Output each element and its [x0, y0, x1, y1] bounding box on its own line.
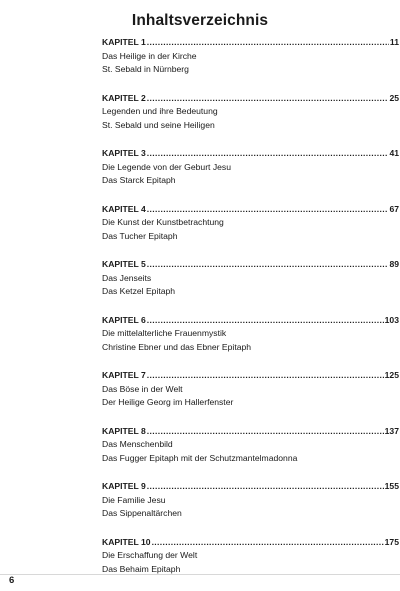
- chapter-label: KAPITEL 6: [102, 314, 146, 328]
- toc-entry: [102, 203, 399, 259]
- toc-entry: [102, 314, 399, 370]
- chapter-label: KAPITEL 8: [102, 425, 146, 439]
- chapter-label: KAPITEL 3: [102, 147, 146, 161]
- toc-entry: [102, 480, 399, 536]
- dot-leader: [147, 314, 384, 328]
- toc-entry-heading: [102, 92, 399, 106]
- chapter-topic: Legenden und ihre Bedeutung: [102, 105, 399, 119]
- chapter-topic: Die Kunst der Kunstbetrachtung: [102, 216, 399, 230]
- dot-leader: [147, 258, 389, 272]
- page-title: Inhaltsverzeichnis: [0, 12, 400, 30]
- chapter-topic: Das Heilige in der Kirche: [102, 50, 399, 64]
- toc-entry-heading: [102, 425, 399, 439]
- toc-entry: [102, 258, 399, 314]
- toc-entry: [102, 36, 399, 92]
- chapter-label: KAPITEL 1: [102, 36, 146, 50]
- chapter-subject: Das Sippenaltärchen: [102, 507, 399, 521]
- chapter-page-number: 137: [385, 425, 399, 439]
- dot-leader: [147, 369, 384, 383]
- chapter-label: KAPITEL 9: [102, 480, 146, 494]
- chapter-page-number: 89: [389, 258, 399, 272]
- chapter-subject: St. Sebald in Nürnberg: [102, 63, 399, 77]
- toc-entry: [102, 425, 399, 481]
- toc-entry-heading: [102, 369, 399, 383]
- chapter-page-number: 25: [389, 92, 399, 106]
- toc-entry-heading: [102, 36, 399, 50]
- chapter-topic: Das Böse in der Welt: [102, 383, 399, 397]
- toc-entry: [102, 147, 399, 203]
- chapter-page-number: 125: [385, 369, 399, 383]
- chapter-label: KAPITEL 10: [102, 536, 151, 550]
- chapter-subject: Das Ketzel Epitaph: [102, 285, 399, 299]
- chapter-label: KAPITEL 7: [102, 369, 146, 383]
- dot-leader: [147, 425, 384, 439]
- chapter-page-number: 67: [389, 203, 399, 217]
- dot-leader: [147, 203, 389, 217]
- chapter-topic: Die Erschaffung der Welt: [102, 549, 399, 563]
- chapter-page-number: 175: [385, 536, 399, 550]
- toc-entry: [102, 369, 399, 425]
- chapter-page-number: 11: [390, 36, 399, 50]
- table-of-contents: [102, 36, 399, 591]
- chapter-subject: St. Sebald und seine Heiligen: [102, 119, 399, 133]
- chapter-subject: Das Starck Epitaph: [102, 174, 399, 188]
- dot-leader: [147, 480, 384, 494]
- chapter-topic: Die mittelalterliche Frauenmystik: [102, 327, 399, 341]
- toc-entry-heading: [102, 314, 399, 328]
- chapter-label: KAPITEL 4: [102, 203, 146, 217]
- footer-divider: [0, 574, 400, 575]
- chapter-page-number: 41: [389, 147, 399, 161]
- dot-leader: [152, 536, 384, 550]
- chapter-label: KAPITEL 2: [102, 92, 146, 106]
- dot-leader: [147, 92, 389, 106]
- toc-entry: [102, 536, 399, 591]
- toc-entry-heading: [102, 480, 399, 494]
- chapter-topic: Die Familie Jesu: [102, 494, 399, 508]
- toc-entry-heading: [102, 147, 399, 161]
- chapter-topic: Die Legende von der Geburt Jesu: [102, 161, 399, 175]
- chapter-topic: Das Menschenbild: [102, 438, 399, 452]
- chapter-subject: Christine Ebner und das Ebner Epitaph: [102, 341, 399, 355]
- chapter-subject: Das Behaim Epitaph: [102, 563, 399, 577]
- page-number: 6: [9, 575, 14, 586]
- toc-entry-heading: [102, 258, 399, 272]
- chapter-page-number: 103: [385, 314, 399, 328]
- chapter-page-number: 155: [385, 480, 399, 494]
- chapter-subject: Das Tucher Epitaph: [102, 230, 399, 244]
- toc-entry-heading: [102, 203, 399, 217]
- chapter-topic: Das Jenseits: [102, 272, 399, 286]
- chapter-label: KAPITEL 5: [102, 258, 146, 272]
- dot-leader: [147, 36, 389, 50]
- dot-leader: [147, 147, 389, 161]
- toc-entry-heading: [102, 536, 399, 550]
- chapter-subject: Das Fugger Epitaph mit der Schutzmantelmadonna: [102, 452, 399, 466]
- chapter-subject: Der Heilige Georg im Hallerfenster: [102, 396, 399, 410]
- toc-entry: [102, 92, 399, 148]
